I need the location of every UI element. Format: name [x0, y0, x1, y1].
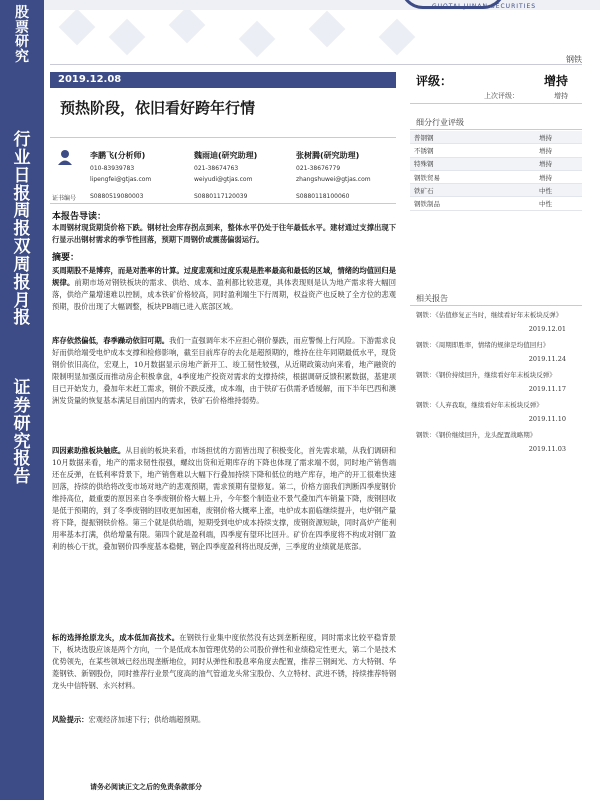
analyst-card-3 [296, 150, 371, 185]
table-row [410, 157, 582, 170]
paragraph-3-text: 从目前的板块来看，市场担忧的方面皆出现了积极变化，首先需求端，从我们调研和10月数据来看，地产的需求韧性很强，螺纹出货和近期库存的下降也体现了需求端不弱，同时地产销售端还在反弹，在低利率背景下，地产销售难以大幅下行叠加持续下降和低位的地产库存，地产的开工很难快速回落，持续的供给将改变市场对地产的悲观预期，需求预期有望修复。第二，价格方面我们判断四季度钢价维持高位，最重要的原因来自冬季废钢价格大幅上升，今年整个制造业不景气叠加汽车销量下降，废钢回收是低于预期的，到了冬季废钢的回收更加困难，废钢价格大概率上涨，电炉成本面临继续提升，电炉钢产量将下降，提振钢铁价格。第三个就是供给端，短期受到电炉成本持续支撑，废钢资源短缺，同时高炉产能利用率基本打满，供给增量有限。第四个就是盈利端，四季度有望环比回升。矿价在四季度将不构成对钢厂盈利的核心干扰，叠加钢价四季度基本稳健，钢企四季度盈利将出现反弹，三季度的业绩就是底部。 [52, 446, 397, 551]
sidebar-top-label: 股 票 研 究 [15, 5, 29, 66]
analyst-name: 魏雨迪(研究助理) [194, 151, 258, 160]
rating-label: 评级： [416, 74, 453, 88]
risk-warning [52, 714, 396, 726]
analyst-divider [50, 203, 396, 204]
related-report-item[interactable] [416, 340, 580, 364]
industry-name: 特殊钢 [410, 157, 482, 170]
guide-text: 本周钢材现货期货价格下跌。钢材社会库存拐点到来，整体水平仍处于往年最低水平。建材通过支撑出现下行显示出钢材需求的季节性回落，预期下周钢价或震荡偏弱运行。 [52, 223, 396, 244]
industry-rating: 增持 [482, 157, 582, 170]
analyst-phone: 021-38674763 [194, 165, 239, 172]
analyst-email[interactable]: weiyudi@gtjas.com [194, 176, 253, 183]
paragraph-1-text: 前期市场对钢铁板块的需求、供给、成本、盈利都比较悲观，具体表现则是认为地产需求将大幅回落，供给产量增速难以控制，成本铁矿价格较高，同时盈利端生下行周期，权益资产也反映了全方位的悲观预期，股价出现了大幅调整，板块PB端已进入底部区域。 [52, 278, 397, 311]
analyst-cert: S0880519080003 [90, 193, 144, 200]
table-row [410, 197, 582, 210]
sub-industry-divider [410, 129, 582, 130]
report-title: 预热阶段，依旧看好跨年行情 [60, 99, 256, 117]
header-divider [50, 64, 582, 65]
related-report-title[interactable]: 钢铁：《钢价继续回升，龙头配置战略期》 [416, 431, 537, 439]
analyst-cert: S0880118100060 [296, 193, 350, 200]
analyst-card-2 [194, 150, 257, 185]
rating-divider [410, 103, 582, 104]
related-reports-heading: 相关报告 [416, 294, 448, 303]
related-report-title[interactable]: 钢铁：《估值修复正当时，继续看好年末板块反弹》 [416, 311, 563, 319]
industry-rating: 增持 [482, 170, 582, 183]
industry-rating: 增持 [482, 144, 582, 157]
analyst-email[interactable]: lipengfei@gtjas.com [90, 176, 152, 183]
related-report-date: 2019.12.01 [528, 325, 566, 333]
left-sidebar [0, 0, 44, 800]
related-reports-divider [410, 305, 582, 306]
industry-name: 普钢钢 [410, 131, 482, 144]
related-reports-list [416, 310, 580, 460]
sub-industry-table [410, 131, 582, 211]
disclaimer-footer: 请务必阅读正文之后的免责条款部分 [90, 782, 202, 791]
related-report-date: 2019.11.10 [528, 415, 566, 423]
industry-rating: 中性 [482, 184, 582, 197]
related-report-item[interactable] [416, 430, 580, 454]
related-report-date: 2019.11.17 [528, 385, 566, 393]
company-name: GUOTAI JUNAN SECURITIES [432, 3, 537, 10]
related-report-title[interactable]: 钢铁：《周期即胜率，情绪的规律是均值回归》 [416, 341, 550, 349]
paragraph-2 [52, 335, 396, 407]
header-decoration [44, 10, 600, 58]
related-report-date: 2019.11.03 [528, 445, 566, 453]
industry-name: 不锈钢 [410, 144, 482, 157]
industry-name: 钢铁制品 [410, 197, 482, 210]
paragraph-4 [52, 632, 396, 692]
related-report-date: 2019.11.24 [528, 355, 566, 363]
analyst-avatar-icon [56, 148, 74, 166]
title-divider [50, 137, 396, 138]
paragraph-4-lead: 标的选择抢原龙头，成本低加高技术。 [52, 633, 180, 642]
paragraph-2-lead: 库存依然偏低，春季躁动依旧可期。 [52, 336, 170, 345]
paragraph-1-lead: 买周期股不是博弈，而是对胜率的计算。过度悲观和过度乐观是胜率最高和最低的区域，情绪的均值回归是规律。 [52, 266, 396, 287]
cert-label: 证书编号 [52, 195, 77, 202]
sector-tag: 钢铁 [566, 55, 582, 64]
analyst-card-1 [90, 150, 151, 185]
analyst-phone: 021-38676779 [296, 165, 341, 172]
risk-text: 宏观经济加速下行；供给端超预期。 [88, 715, 206, 724]
industry-name: 铁矿石 [410, 184, 482, 197]
prev-rating-label: 上次评级： [484, 92, 519, 100]
table-row [410, 144, 582, 157]
table-row [410, 184, 582, 197]
industry-rating: 增持 [482, 131, 582, 144]
analyst-email[interactable]: zhangshuwei@gtjas.com [296, 176, 371, 183]
related-report-item[interactable] [416, 370, 580, 394]
analyst-cert: S0880117120039 [194, 193, 248, 200]
report-date: 2019.12.08 [50, 72, 396, 88]
sidebar-research-report: 证 券 研 究 报 告 [13, 378, 31, 488]
industry-name: 钢铁贸易 [410, 170, 482, 183]
related-report-item[interactable] [416, 310, 580, 334]
paragraph-1 [52, 265, 396, 313]
industry-rating: 中性 [482, 197, 582, 210]
analyst-name: 张树腾(研究助理) [296, 151, 360, 160]
paragraph-3-lead: 四因素助推板块触底。 [52, 446, 126, 455]
analyst-name: 李鹏飞(分析师) [90, 151, 146, 160]
paragraph-2-text: 我们一直强调年末不应担心钢价暴跌，而应警惕上行风险。下游需求良好而供给端受电炉成本支撑和检修影响，截至目前库存的去化是超预期的，维持在往年同期最低水平，现货钢价依旧高位，宏观上，10月数据显示房地产新开工、竣工韧性较强，从近期政策动向来看，地产融资的限制明显加强反而推动房企积极拿盘，4季度地产投资对需求的支撑持续，根据调研反馈积累数据，基建项目已开始发力，叠加年末赶工需求，钢价不跌反涨，成本端，由于铁矿石供需矛盾缓解，而下半年巴西和澳洲发货量的恢复基本满足目前国内的需求，铁矿石价格维持弱势。 [52, 336, 397, 405]
table-row [410, 131, 582, 144]
risk-lead: 风险提示： [52, 715, 89, 724]
analyst-phone: 010-83939783 [90, 165, 135, 172]
paragraph-4-text: 在钢铁行业集中度依然没有达到垄断程度，同时需求比较平稳背景下，板块选股应该是两个方向，一个是低成本加管理优势的公司股价弹性和业绩稳定性更大，第二个是技术优势领先，在某些领域已经出现垄断地位，同时从弹性和股息率角度去配置，推荐三钢闽光、方大特钢、华菱钢铁、新钢股份，同时推荐行业景气度高的油气管道龙头常宝股份、久立特材、武进不锈，持续推荐特钢龙头中信特钢、永兴材料。 [52, 633, 397, 690]
guide-heading: 本报告导读： [52, 212, 107, 222]
paragraph-3 [52, 445, 396, 553]
related-report-title[interactable]: 钢铁：《钢价持续回升，继续看好年末板块反弹》 [416, 371, 556, 379]
summary-heading: 摘要： [52, 253, 80, 263]
prev-rating-value: 增持 [554, 92, 568, 100]
rating-value: 增持 [543, 74, 568, 88]
table-row [410, 170, 582, 183]
sidebar-report-type: 行 业 日 报 周 报 双 周 报 月 报 [13, 130, 31, 329]
related-report-item[interactable] [416, 400, 580, 424]
sub-industry-heading: 细分行业评级 [416, 118, 464, 127]
related-report-title[interactable]: 钢铁：《人弃我取，继续看好年末板块反弹》 [416, 401, 543, 409]
